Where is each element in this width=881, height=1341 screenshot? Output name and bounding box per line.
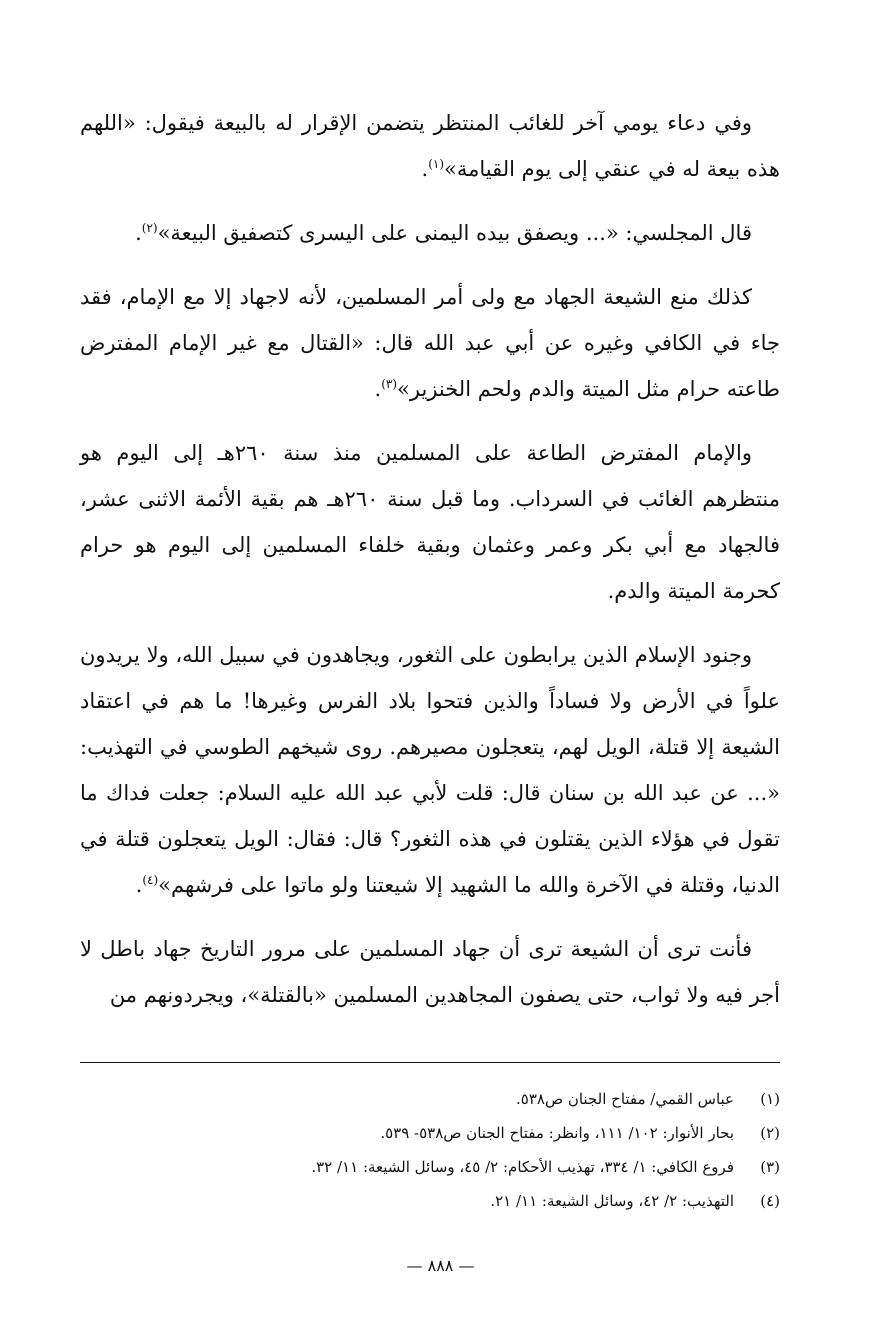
paragraph-text: قال المجلسي: «... ويصفق بيده اليمنى على اليسرى كتصفيق البيعة» — [157, 221, 752, 245]
paragraph-6 — [80, 926, 780, 1018]
footnote-text: التهذيب: ٢/ ٤٢، وسائل الشيعة: ١١/ ٢١. — [490, 1192, 734, 1210]
footnote-number: (٤) — [760, 1192, 780, 1210]
paragraph-end: . — [135, 221, 142, 245]
page-number: — ٨٨٨ — — [406, 1256, 475, 1275]
footnote-ref-3[interactable]: (٣) — [381, 377, 398, 391]
paragraph-4 — [80, 430, 780, 614]
footnote-text: بحار الأنوار: ١٠٢/ ١١١، وانظر: مفتاح الجنان ص٥٣٨- ٥٣٩. — [380, 1124, 734, 1142]
footnote-text: فروع الكافي: ١/ ٣٣٤، تهذيب الأحكام: ٢/ ٤٥، وسائل الشيعة: ١١/ ٣٢. — [311, 1158, 734, 1176]
paragraph-text: والإمام المفترض الطاعة على المسلمين منذ سنة ٢٦٠هـ إلى اليوم هو منتظرهم الغائب في السرداب. وما قبل سنة ٢٦٠هـ هم بقية الأئمة الاثنى عشر، فالجهاد مع أبي بكر وعمر وعثمان وبقية خلفاء المسلمين إلى اليوم هو حرام كحرمة الميتة والدم. — [80, 441, 780, 603]
paragraph-text: فأنت ترى أن الشيعة ترى أن جهاد المسلمين على مرور التاريخ جهاد باطل لا أجر فيه ولا ثواب، حتى يصفون المجاهدين المسلمين «بالقتلة»، ويجردونهم من — [80, 937, 780, 1007]
paragraph-5 — [80, 632, 780, 908]
main-text — [80, 100, 780, 1036]
footnote-4 — [80, 1184, 780, 1218]
footnote-number: (٣) — [760, 1158, 780, 1176]
footnote-ref-1[interactable]: (١) — [428, 157, 445, 171]
paragraph-text: وفي دعاء يومي آخر للغائب المنتظر يتضمن الإقرار له بالبيعة فيقول: «اللهم هذه بيعة له في عنقي إلى يوم القيامة» — [80, 111, 780, 181]
footnote-3 — [80, 1150, 780, 1184]
footnote-ref-2[interactable]: (٢) — [141, 221, 158, 235]
paragraph-text: وجنود الإسلام الذين يرابطون على الثغور، ويجاهدون في سبيل الله، ولا يريدون علواً في الأرض ولا فساداً والذين فتحوا بلاد الفرس وغيرها! ما هم في اعتقاد الشيعة إلا قتلة، الويل لهم، يتعجلون مصيرهم. روى شيخهم الطوسي في التهذيب: «... عن عبد الله بن سنان قال: قلت لأبي عبد الله عليه السلام: جعلت فداك ما تقول في هؤلاء الذين يقتلون في هذه الثغور؟ قال: فقال: الويل يتعجلون قتلة في الدنيا، وقتلة في الآخرة والله ما الشهيد إلا شيعتنا ولو ماتوا على فرشهم» — [80, 643, 780, 897]
paragraph-end: . — [374, 377, 382, 401]
paragraph-text: كذلك منع الشيعة الجهاد مع ولى أمر المسلمين، لأنه لاجهاد إلا مع الإمام، فقد جاء في الكافي وغيره عن أبي عبد الله قال: «القتال مع غير الإمام المفترض طاعته حرام مثل الميتة والدم ولحم الخنزير» — [80, 285, 780, 401]
paragraph-1 — [80, 100, 780, 192]
footnote-ref-4[interactable]: (٤) — [142, 873, 159, 887]
paragraph-2 — [80, 210, 780, 256]
paragraph-end: . — [421, 157, 429, 181]
footnote-number: (١) — [760, 1090, 780, 1108]
footnote-text: عباس القمي/ مفتاح الجنان ص٥٣٨. — [515, 1090, 734, 1108]
footnote-2 — [80, 1116, 780, 1150]
footnote-1 — [80, 1082, 780, 1116]
paragraph-3 — [80, 274, 780, 412]
paragraph-end: . — [135, 873, 143, 897]
footnote-divider — [80, 1062, 780, 1063]
footnote-number: (٢) — [760, 1124, 780, 1142]
footnotes — [80, 1082, 780, 1218]
